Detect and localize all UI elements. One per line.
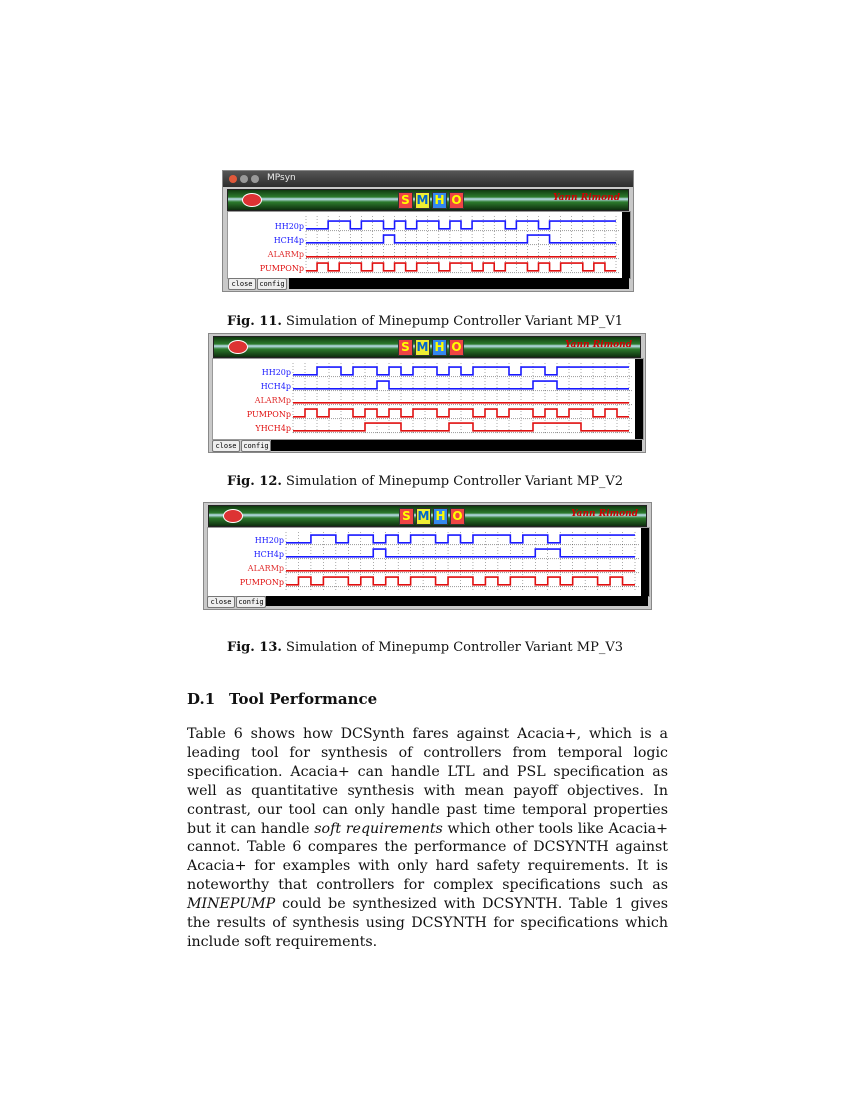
signal-label: HCH4p	[273, 236, 304, 245]
fig12-simulator-window	[208, 333, 646, 453]
signal-label: PUMPONp	[246, 410, 291, 419]
signal-label: PUMPONp	[259, 264, 304, 273]
logo-letter: M	[417, 509, 430, 523]
signal-label: HH20p	[274, 222, 304, 231]
logo-letter: O	[450, 508, 465, 525]
vertical-scrollbar[interactable]	[635, 359, 643, 439]
close-button[interactable]: close	[207, 596, 235, 608]
logo-letter: M	[416, 193, 429, 207]
caption-text: Simulation of Minepump Controller Variant MP_V1	[281, 314, 624, 329]
config-button[interactable]: config	[241, 440, 271, 452]
signal-label: ALARMp	[247, 564, 284, 573]
close-window-icon[interactable]	[229, 175, 237, 183]
logo-letter: S	[398, 339, 413, 356]
fig11-caption	[0, 314, 850, 329]
signal-label: HH20p	[254, 536, 284, 545]
paragraph-text: Table 6 shows how DCSynth fares against Acacia+, which is a leading tool for synthesis of controllers from temporal logic specification. Acacia+ can handle LTL and PSL specification as well as quantitative synthesis with mean payoff objectives. In contrast, our tool can only handle past time temporal properties but it can handle	[187, 726, 668, 837]
caption-label: Fig. 12.	[226, 474, 282, 489]
author-credit: Yann Rimond	[564, 340, 632, 350]
emphasis-text: soft requirements	[314, 820, 443, 837]
fig12-logo	[398, 337, 466, 357]
status-bar	[266, 596, 648, 606]
fig13-caption	[0, 640, 850, 655]
fig13-logo	[399, 506, 467, 526]
signal-label: HCH4p	[260, 382, 291, 391]
logo-letter: S	[398, 192, 413, 209]
caption-text: Simulation of Minepump Controller Variant MP_V3	[281, 640, 624, 655]
logo-letter: S	[399, 508, 414, 525]
signal-trace	[293, 409, 629, 417]
logo-letter: O	[449, 339, 464, 356]
signal-trace	[306, 235, 616, 243]
emblem-icon	[242, 193, 262, 207]
section-title: Tool Performance	[229, 690, 378, 708]
fig11-titlebar	[223, 171, 633, 187]
fig13-waveform-panel	[207, 527, 650, 597]
signal-label: YHCH4p	[255, 424, 291, 433]
fig13-banner	[208, 505, 647, 527]
vertical-scrollbar[interactable]	[641, 528, 649, 596]
config-button[interactable]: config	[257, 278, 287, 290]
signal-label: ALARMp	[254, 396, 291, 405]
logo-letter: M	[416, 340, 429, 354]
window-title: MPsyn	[267, 173, 296, 183]
signal-label: PUMPONp	[239, 578, 284, 587]
vertical-scrollbar[interactable]	[622, 212, 630, 278]
signal-label: ALARMp	[267, 250, 304, 259]
signal-label: HH20p	[261, 368, 291, 377]
fig12-waveform	[213, 359, 643, 439]
section-number: D.1	[187, 690, 216, 708]
fig13-waveform	[208, 528, 649, 596]
fig13-simulator-window	[203, 502, 652, 610]
close-button[interactable]: close	[228, 278, 256, 290]
status-bar	[289, 278, 629, 289]
logo-letter: H	[432, 339, 447, 356]
fig12-banner	[213, 336, 641, 358]
signal-trace	[286, 535, 635, 543]
close-button[interactable]: close	[212, 440, 240, 452]
signal-trace	[293, 367, 629, 375]
logo-letter: H	[432, 192, 447, 209]
section-heading	[187, 690, 377, 708]
fig11-waveform-panel	[227, 211, 631, 279]
caption-text: Simulation of Minepump Controller Variant MP_V2	[281, 474, 624, 489]
paragraph-text: which other tools like Acacia+ cannot. Table 6 compares the performance of DCSYNTH against Acacia+ for examples with only hard safety requirements. It is noteworthy that controllers for complex specifications such as	[187, 820, 668, 894]
emblem-icon	[223, 509, 243, 523]
status-bar	[271, 440, 642, 451]
paragraph-text: could be synthesized with DCSYNTH. Table 1 gives the results of synthesis using DCSYNTH for specifications which include soft requirements.	[187, 896, 668, 950]
signal-trace	[306, 221, 616, 229]
caption-label: Fig. 11.	[226, 314, 282, 329]
fig11-waveform	[228, 212, 630, 278]
caption-label: Fig. 13.	[226, 640, 282, 655]
logo-letter: O	[449, 192, 464, 209]
maximize-window-icon[interactable]	[251, 175, 259, 183]
author-credit: Yann Rimond	[570, 509, 638, 519]
body-paragraph	[187, 725, 668, 952]
fig12-waveform-panel	[212, 358, 644, 440]
emblem-icon	[228, 340, 248, 354]
fig11-simulator-window	[222, 170, 634, 292]
emphasis-text: MINEPUMP	[187, 896, 276, 913]
fig11-banner	[227, 189, 629, 211]
signal-label: HCH4p	[253, 550, 284, 559]
fig11-logo	[398, 190, 466, 210]
author-credit: Yann Rimond	[552, 193, 620, 203]
logo-letter: H	[433, 508, 448, 525]
config-button[interactable]: config	[236, 596, 266, 608]
minimize-window-icon[interactable]	[240, 175, 248, 183]
fig12-caption	[0, 474, 850, 489]
